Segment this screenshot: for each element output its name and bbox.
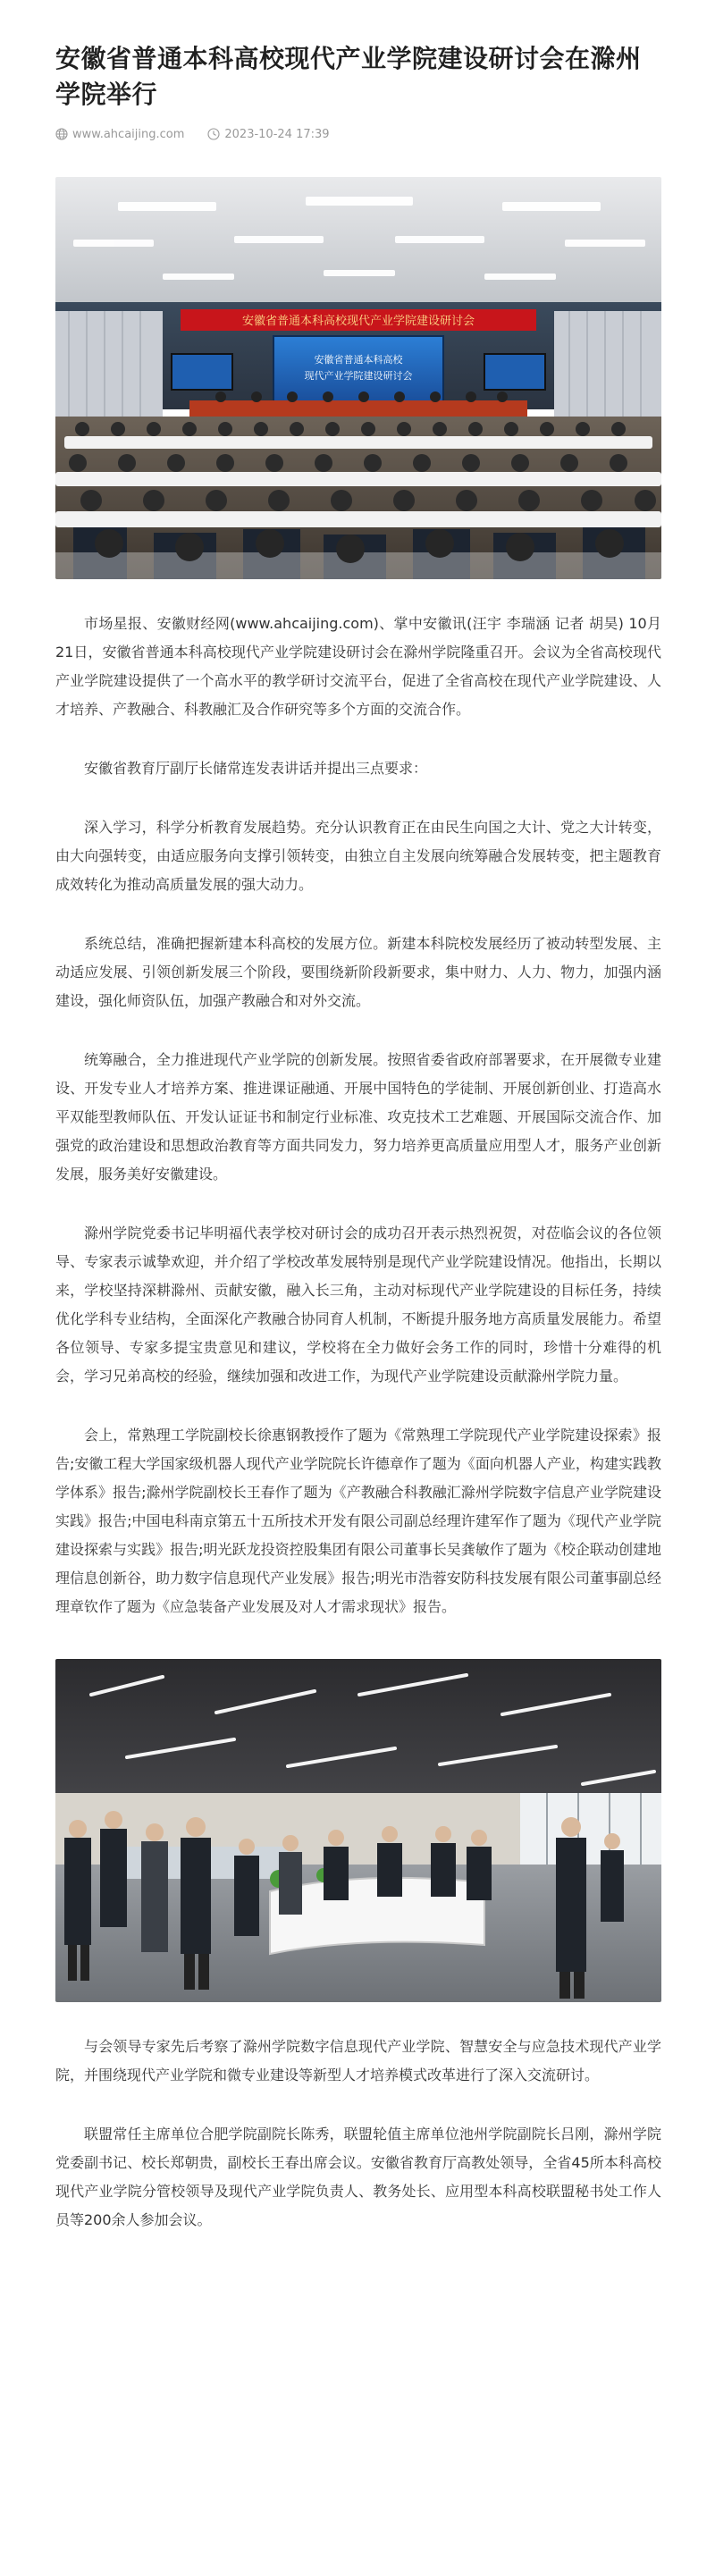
screen-text-2: 现代产业学院建设研讨会 bbox=[304, 371, 413, 382]
visit-photo bbox=[55, 1659, 661, 2002]
paragraph-8: 与会领导专家先后考察了滁州学院数字信息现代产业学院、智慧安全与应急技术现代产业学院，并围绕现代产业学院和微专业建设等新型人才培养模式改革进行了深入交流研讨。 bbox=[55, 2038, 661, 2084]
article-meta bbox=[55, 125, 661, 143]
publish-time: 2023-10-24 17:39 bbox=[224, 127, 330, 141]
paragraph-9: 联盟常任主席单位合肥学院副院长陈秀，联盟轮值主席单位池州学院副院长吕刚，滁州学院党委副书记、校长郑朝贵，副校长王春出席会议。安徽省教育厅高教处领导，全省45所本科高校现代产业学院分管校领导及现代产业学院负责人、教务处长、应用型本科高校联盟秘书处工作人员等200余人参加会议。 bbox=[55, 2126, 661, 2228]
globe-icon bbox=[55, 128, 68, 140]
banner-text: 安徽省普通本科高校现代产业学院建设研讨会 bbox=[241, 314, 475, 327]
source-info bbox=[55, 128, 184, 141]
paragraph-2: 安徽省教育厅副厅长储常连发表讲话并提出三点要求： bbox=[84, 760, 428, 777]
paragraph-7: 会上，常熟理工学院副校长徐惠钢教授作了题为《常熟理工学院现代产业学院建设探索》报告;安徽工程大学国家级机器人现代产业学院院长许德章作了题为《面向机器人产业，构建实践教学体系》报告;滁州学院副校长王春作了题为《产教融合科教融汇滁州学院数字信息产业学院建设实践》报告;中国电科南京第五十五所技术开发有限公司副总经理许建军作了题为《现代产业学院建设探索与实践》报告;明光跃龙投资控股集团有限公司董事长吴龚敏作了题为《校企联动创建地理信息创新谷，助力数字信息现代产业发展》报告;明光市浩蓉安防科技发展有限公司董事副总经理章钦作了题为《应急装备产业发展及对人才需求现状》报告。 bbox=[55, 1427, 661, 1615]
conference-hall-photo bbox=[55, 177, 661, 579]
screen-text-1: 安徽省普通本科高校 bbox=[314, 355, 403, 366]
paragraph-6: 滁州学院党委书记毕明福代表学校对研讨会的成功召开表示热烈祝贺，对莅临会议的各位领导、专家表示诚挚欢迎，并介绍了学校改革发展特别是现代产业学院建设情况。他指出，长期以来，学校坚持深耕滁州、贡献安徽，融入长三角，主动对标现代产业学院建设的目标任务，持续优化学科专业结构，全面深化产教融合协同育人机制，不断提升服务地方高质量发展能力。希望各位领导、专家多提宝贵意见和建议，学校将在全力做好会务工作的同时，珍惜十分难得的机会，学习兄弟高校的经验，继续加强和改进工作，为现代产业学院建设贡献滁州学院力量。 bbox=[55, 1225, 661, 1385]
paragraph-1: 市场星报、安徽财经网(www.ahcaijing.com)、掌中安徽讯(汪宇 李瑞涵 记者 胡昊) 10月21日，安徽省普通本科高校现代产业学院建设研讨会在滁州学院隆重召开。会议为全省高校现代产业学院建设提供了一个高水平的教学研讨交流平台，促进了全省高校在现代产业学院建设、人才培养、产教融合、科教融汇及合作研究等多个方面的交流合作。 bbox=[55, 615, 661, 718]
time-info bbox=[207, 128, 329, 141]
paragraph-4: 系统总结，准确把握新建本科高校的发展方位。新建本科院校发展经历了被动转型发展、主动适应发展、引领创新发展三个阶段，要围绕新阶段新要求，集中财力、人力、物力，加强内涵建设，强化师资队伍，加强产教融合和对外交流。 bbox=[55, 935, 661, 1009]
article-title: 安徽省普通本科高校现代产业学院建设研讨会在滁州学院举行 bbox=[55, 44, 642, 109]
paragraph-5: 统筹融合，全力推进现代产业学院的创新发展。按照省委省政府部署要求，在开展微专业建设、开发专业人才培养方案、推进课证融通、开展中国特色的学徒制、开展创新创业、打造高水平双能型教师队伍、开发认证证书和制定行业标准、攻克技术工艺难题、开展国际交流合作、加强党的政治建设和思想政治教育等方面共同发力，努力培养更高质量应用型人才，服务产业创新发展，服务美好安徽建设。 bbox=[55, 1051, 661, 1183]
paragraph-3: 深入学习，科学分析教育发展趋势。充分认识教育正在由民生向国之大计、党之大计转变，由大向强转变，由适应服务向支撑引领转变，由独立自主发展向统筹融合发展转变，把主题教育成效转化为推动高质量发展的强大动力。 bbox=[55, 819, 661, 893]
clock-icon bbox=[207, 128, 220, 140]
source-url[interactable]: www.ahcaijing.com bbox=[72, 127, 185, 141]
